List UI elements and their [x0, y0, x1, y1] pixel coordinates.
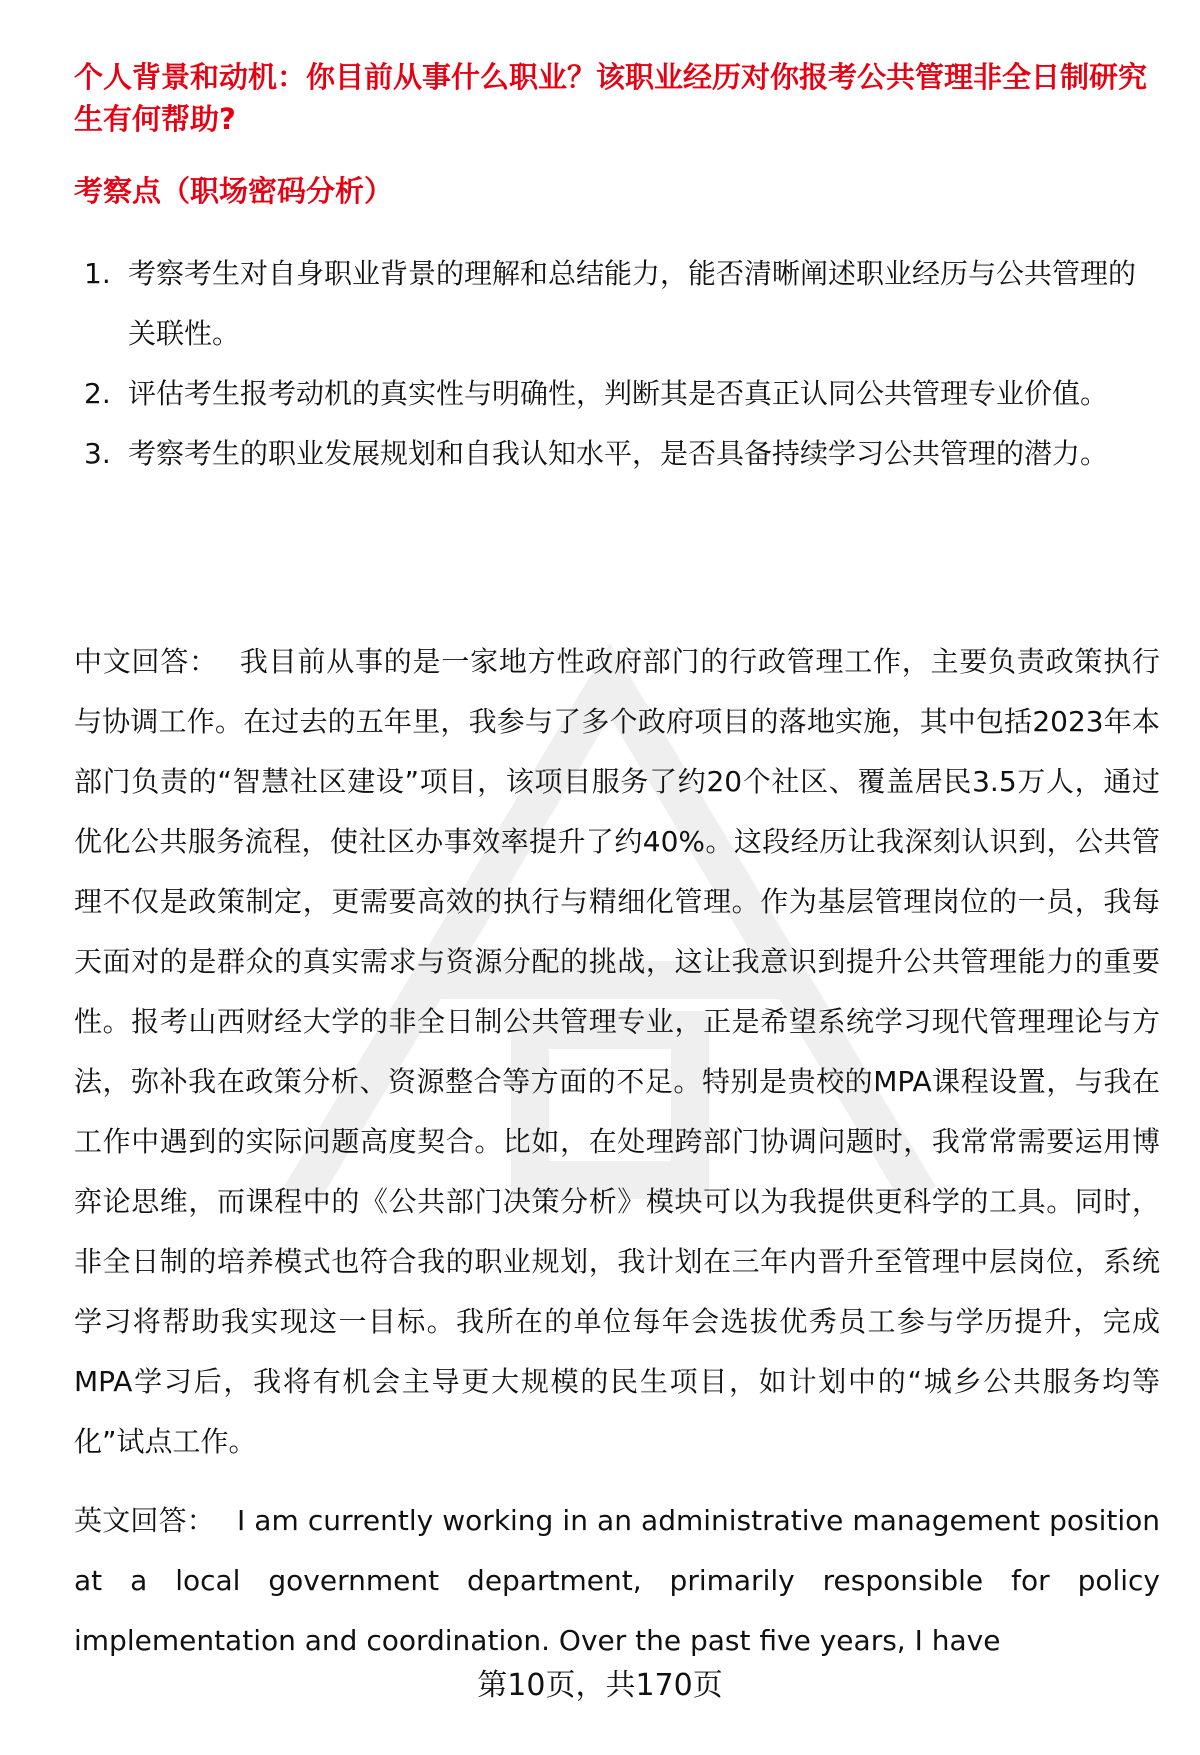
list-item: [74, 424, 1154, 484]
assessment-points-list: [74, 244, 1154, 484]
section-title: 考察点（职场密码分析）: [74, 174, 394, 208]
list-item: [74, 244, 1154, 364]
list-item-text: 考察考生对自身职业背景的理解和总结能力，能否清晰阐述职业经历与公共管理的关联性。: [128, 257, 1137, 350]
chinese-answer-text: 我目前从事的是一家地方性政府部门的行政管理工作，主要负责政策执行与协调工作。在过去的五年里，我参与了多个政府项目的落地实施，其中包括2023年本部门负责的“智慧社区建设”项目，该项目服务了约20个社区、覆盖居民3.5万人，通过优化公共服务流程，使社区办事效率提升了约40%。这段经历让我深刻认识到，公共管理不仅是政策制定，更需要高效的执行与精细化管理。作为基层管理岗位的一员，我每天面对的是群众的真实需求与资源分配的挑战，这让我意识到提升公共管理能力的重要性。报考山西财经大学的非全日制公共管理专业，正是希望系统学习现代管理理论与方法，弥补我在政策分析、资源整合等方面的不足。特别是贵校的MPA课程设置，与我在工作中遇到的实际问题高度契合。比如，在处理跨部门协调问题时，我常常需要运用博弈论思维，而课程中的《公共部门决策分析》模块可以为我提供更科学的工具。同时，非全日制的培养模式也符合我的职业规划，我计划在三年内晋升至管理中层岗位，系统学习将帮助我实现这一目标。我所在的单位每年会选拔优秀员工参与学历提升，完成MPA学习后，我将有机会主导更大规模的民生项目，如计划中的“城乡公共服务均等化”试点工作。: [74, 645, 1160, 1458]
english-answer-text: I am currently working in an administrative management position at a local government department, primarily responsible for policy implementation and coordination. Over the past five years, I have: [74, 1504, 1160, 1657]
english-answer-label: 英文回答：: [74, 1504, 215, 1537]
english-answer: [74, 1491, 1160, 1671]
list-item: [74, 364, 1154, 424]
chinese-answer-label: 中文回答：: [74, 645, 218, 678]
list-item-text: 考察考生的职业发展规划和自我认知水平，是否具备持续学习公共管理的潜力。: [128, 437, 1109, 470]
page-number-footer: 第10页，共170页: [477, 1668, 723, 1703]
question-heading: 个人背景和动机：你目前从事什么职业？该职业经历对你报考公共管理非全日制研究生有何帮助?: [74, 60, 1148, 136]
list-item-number: 1.: [84, 257, 111, 290]
list-item-text: 评估考生报考动机的真实性与明确性，判断其是否真正认同公共管理专业价值。: [128, 377, 1109, 410]
chinese-answer: [74, 632, 1160, 1472]
list-item-number: 2.: [84, 377, 111, 410]
list-item-number: 3.: [84, 437, 111, 470]
